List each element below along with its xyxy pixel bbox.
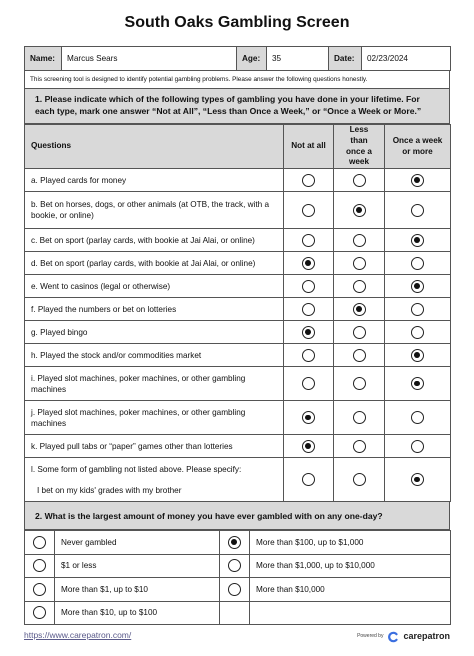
col-less-than-once: Less than once a week (334, 125, 385, 169)
question-label (25, 401, 284, 435)
question-label-text: g. Played bingo (31, 327, 88, 337)
radio-cell-once (385, 344, 451, 367)
radio-less-icon[interactable] (353, 326, 366, 339)
money-option-label: More than $10, up to $100 (55, 601, 220, 625)
money-radio-icon[interactable] (33, 559, 46, 572)
radio-cell-less (334, 367, 385, 401)
radio-cell-once (385, 321, 451, 344)
question-row (25, 169, 451, 192)
radio-once-icon[interactable] (411, 440, 424, 453)
money-option-row (25, 531, 451, 555)
radio-cell-less (334, 275, 385, 298)
question-row (25, 401, 451, 435)
radio-less-icon[interactable] (353, 349, 366, 362)
question-label (25, 298, 284, 321)
radio-not-icon[interactable] (302, 280, 315, 293)
radio-cell-once (385, 252, 451, 275)
col-questions: Questions (25, 125, 284, 169)
question-1-header (24, 89, 450, 124)
radio-less-icon[interactable] (353, 473, 366, 486)
age-field[interactable]: 35 (267, 47, 329, 71)
radio-once-icon[interactable] (411, 234, 424, 247)
question-label (25, 321, 284, 344)
radio-cell-not (284, 435, 334, 458)
radio-less-icon[interactable] (353, 411, 366, 424)
radio-cell-once (385, 275, 451, 298)
name-field[interactable]: Marcus Sears (62, 47, 237, 71)
radio-once-icon[interactable] (411, 174, 424, 187)
radio-not-icon[interactable] (302, 326, 315, 339)
radio-cell-not (284, 458, 334, 502)
question-row (25, 321, 451, 344)
question-label (25, 275, 284, 298)
money-option-row (25, 554, 451, 578)
money-radio-cell (220, 554, 250, 578)
radio-less-icon[interactable] (353, 174, 366, 187)
instructions-note: This screening tool is designed to identify potential gambling problems. Please answer the following questions honestly. (24, 71, 450, 89)
radio-cell-less (334, 229, 385, 252)
radio-cell-less (334, 298, 385, 321)
question-2-text: What is the largest amount of money you have ever gambled with on any one-day? (44, 510, 383, 521)
question-label-text: c. Bet on sport (parlay cards, with bookie at Jai Alai, or online) (31, 235, 255, 245)
powered-by-label: Powered by (357, 633, 384, 639)
radio-once-icon[interactable] (411, 280, 424, 293)
radio-cell-not (284, 321, 334, 344)
radio-cell-not (284, 192, 334, 229)
question-1-number: 1. (35, 94, 43, 104)
question-label-text: d. Bet on sport (parlay cards, with bookie at Jai Alai, or online) (31, 258, 256, 268)
money-radio-cell (25, 578, 55, 602)
money-option-label: More than $10,000 (250, 578, 451, 602)
question-label (25, 229, 284, 252)
question-row (25, 367, 451, 401)
question-row (25, 435, 451, 458)
question-label-text: j. Played slot machines, poker machines, or other gambling machines (31, 407, 246, 428)
money-option-label: $1 or less (55, 554, 220, 578)
money-option-label: Never gambled (55, 531, 220, 555)
question-row (25, 229, 451, 252)
money-radio-cell (25, 601, 55, 625)
radio-once-icon[interactable] (411, 377, 424, 390)
name-label: Name: (25, 47, 62, 71)
radio-cell-once (385, 401, 451, 435)
page-title: South Oaks Gambling Screen (124, 14, 350, 31)
question-label (25, 192, 284, 229)
money-radio-icon[interactable] (228, 536, 241, 549)
question-label (25, 169, 284, 192)
radio-not-icon[interactable] (302, 204, 315, 217)
money-radio-icon[interactable] (33, 536, 46, 549)
radio-once-icon[interactable] (411, 349, 424, 362)
radio-cell-less (334, 435, 385, 458)
question-row (25, 252, 451, 275)
radio-cell-not (284, 401, 334, 435)
money-option-row (25, 578, 451, 602)
radio-not-icon[interactable] (302, 303, 315, 316)
question-row (25, 298, 451, 321)
radio-cell-not (284, 275, 334, 298)
radio-less-icon[interactable] (353, 303, 366, 316)
money-radio-icon[interactable] (33, 583, 46, 596)
question-1-text: Please indicate which of the following types of gambling you have done in your lifetime. For each type, mark one answer “Not at All”, “Less than Once a Week,” or “Once a Week or More.” (35, 94, 422, 116)
question-label-text: l. Some form of gambling not listed above. Please specify: (31, 464, 242, 474)
radio-cell-not (284, 229, 334, 252)
money-option-label: More than $100, up to $1,000 (250, 531, 451, 555)
question-label-text: i. Played slot machines, poker machines, or other gambling machines (31, 373, 246, 394)
radio-once-icon[interactable] (411, 257, 424, 270)
radio-less-icon[interactable] (353, 204, 366, 217)
question-row (25, 192, 451, 229)
radio-cell-once (385, 169, 451, 192)
col-not-at-all: Not at all (284, 125, 334, 169)
date-label: Date: (329, 47, 362, 71)
question-label (25, 367, 284, 401)
form-frame (24, 46, 450, 625)
radio-not-icon[interactable] (302, 257, 315, 270)
table-header-row (25, 125, 451, 169)
money-radio-cell (220, 601, 250, 625)
radio-less-icon[interactable] (353, 377, 366, 390)
radio-less-icon[interactable] (353, 280, 366, 293)
money-radio-cell (25, 554, 55, 578)
radio-once-icon[interactable] (411, 411, 424, 424)
radio-once-icon[interactable] (411, 326, 424, 339)
radio-once-icon[interactable] (411, 473, 424, 486)
radio-cell-not (284, 298, 334, 321)
radio-cell-once (385, 435, 451, 458)
money-radio-icon[interactable] (33, 606, 46, 619)
question-label-text: k. Played pull tabs or “paper” games other than lotteries (31, 441, 233, 451)
question-label-text: b. Bet on horses, dogs, or other animals (at OTB, the track, with a bookie, or online) (31, 200, 270, 221)
age-label: Age: (237, 47, 267, 71)
page-footer (24, 630, 450, 644)
radio-not-icon[interactable] (302, 377, 315, 390)
radio-cell-less (334, 401, 385, 435)
brand-name: carepatron (403, 631, 450, 641)
col-once-or-more: Once a week or more (385, 125, 451, 169)
radio-cell-once (385, 367, 451, 401)
money-radio-icon[interactable] (228, 583, 241, 596)
question-row (25, 275, 451, 298)
date-field[interactable]: 02/23/2024 (362, 47, 451, 71)
money-radio-icon[interactable] (228, 559, 241, 572)
question-2-header (24, 502, 450, 530)
radio-cell-not (284, 169, 334, 192)
radio-not-icon[interactable] (302, 411, 315, 424)
money-option-row (25, 601, 451, 625)
gambling-types-table (24, 124, 451, 502)
radio-once-icon[interactable] (411, 303, 424, 316)
money-radio-cell (220, 578, 250, 602)
radio-not-icon[interactable] (302, 174, 315, 187)
question-label (25, 344, 284, 367)
question-row (25, 344, 451, 367)
radio-cell-less (334, 252, 385, 275)
patient-header (24, 46, 451, 71)
brand-block (357, 630, 450, 642)
radio-cell-not (284, 367, 334, 401)
radio-cell-not (284, 344, 334, 367)
radio-not-icon[interactable] (302, 473, 315, 486)
radio-cell-less (334, 344, 385, 367)
radio-cell-once (385, 298, 451, 321)
radio-less-icon[interactable] (353, 234, 366, 247)
question-label-text: f. Played the numbers or bet on lotteries (31, 304, 177, 314)
question-row (25, 458, 451, 502)
question-label (25, 435, 284, 458)
radio-not-icon[interactable] (302, 234, 315, 247)
money-options-table (24, 530, 451, 625)
money-option-label: More than $1,000, up to $10,000 (250, 554, 451, 578)
radio-cell-once (385, 192, 451, 229)
money-option-label: More than $1, up to $10 (55, 578, 220, 602)
carepatron-link[interactable]: https://www.carepatron.com/ (24, 630, 132, 640)
money-radio-cell (25, 531, 55, 555)
carepatron-logo-icon (387, 630, 399, 642)
radio-less-icon[interactable] (353, 257, 366, 270)
question-label-text: e. Went to casinos (legal or otherwise) (31, 281, 171, 291)
money-radio-cell (220, 531, 250, 555)
radio-less-icon[interactable] (353, 440, 366, 453)
question-label (25, 458, 284, 502)
radio-cell-less (334, 458, 385, 502)
radio-not-icon[interactable] (302, 349, 315, 362)
question-label (25, 252, 284, 275)
radio-cell-less (334, 192, 385, 229)
money-option-label (250, 601, 451, 625)
question-label-text: h. Played the stock and/or commodities market (31, 350, 202, 360)
question-2-number: 2. (35, 510, 43, 521)
radio-cell-less (334, 169, 385, 192)
radio-cell-once (385, 458, 451, 502)
other-gambling-answer[interactable]: I bet on my kids' grades with my brother (37, 485, 182, 495)
radio-cell-once (385, 229, 451, 252)
radio-once-icon[interactable] (411, 204, 424, 217)
radio-not-icon[interactable] (302, 440, 315, 453)
radio-cell-not (284, 252, 334, 275)
question-label-text: a. Played cards for money (31, 175, 127, 185)
radio-cell-less (334, 321, 385, 344)
